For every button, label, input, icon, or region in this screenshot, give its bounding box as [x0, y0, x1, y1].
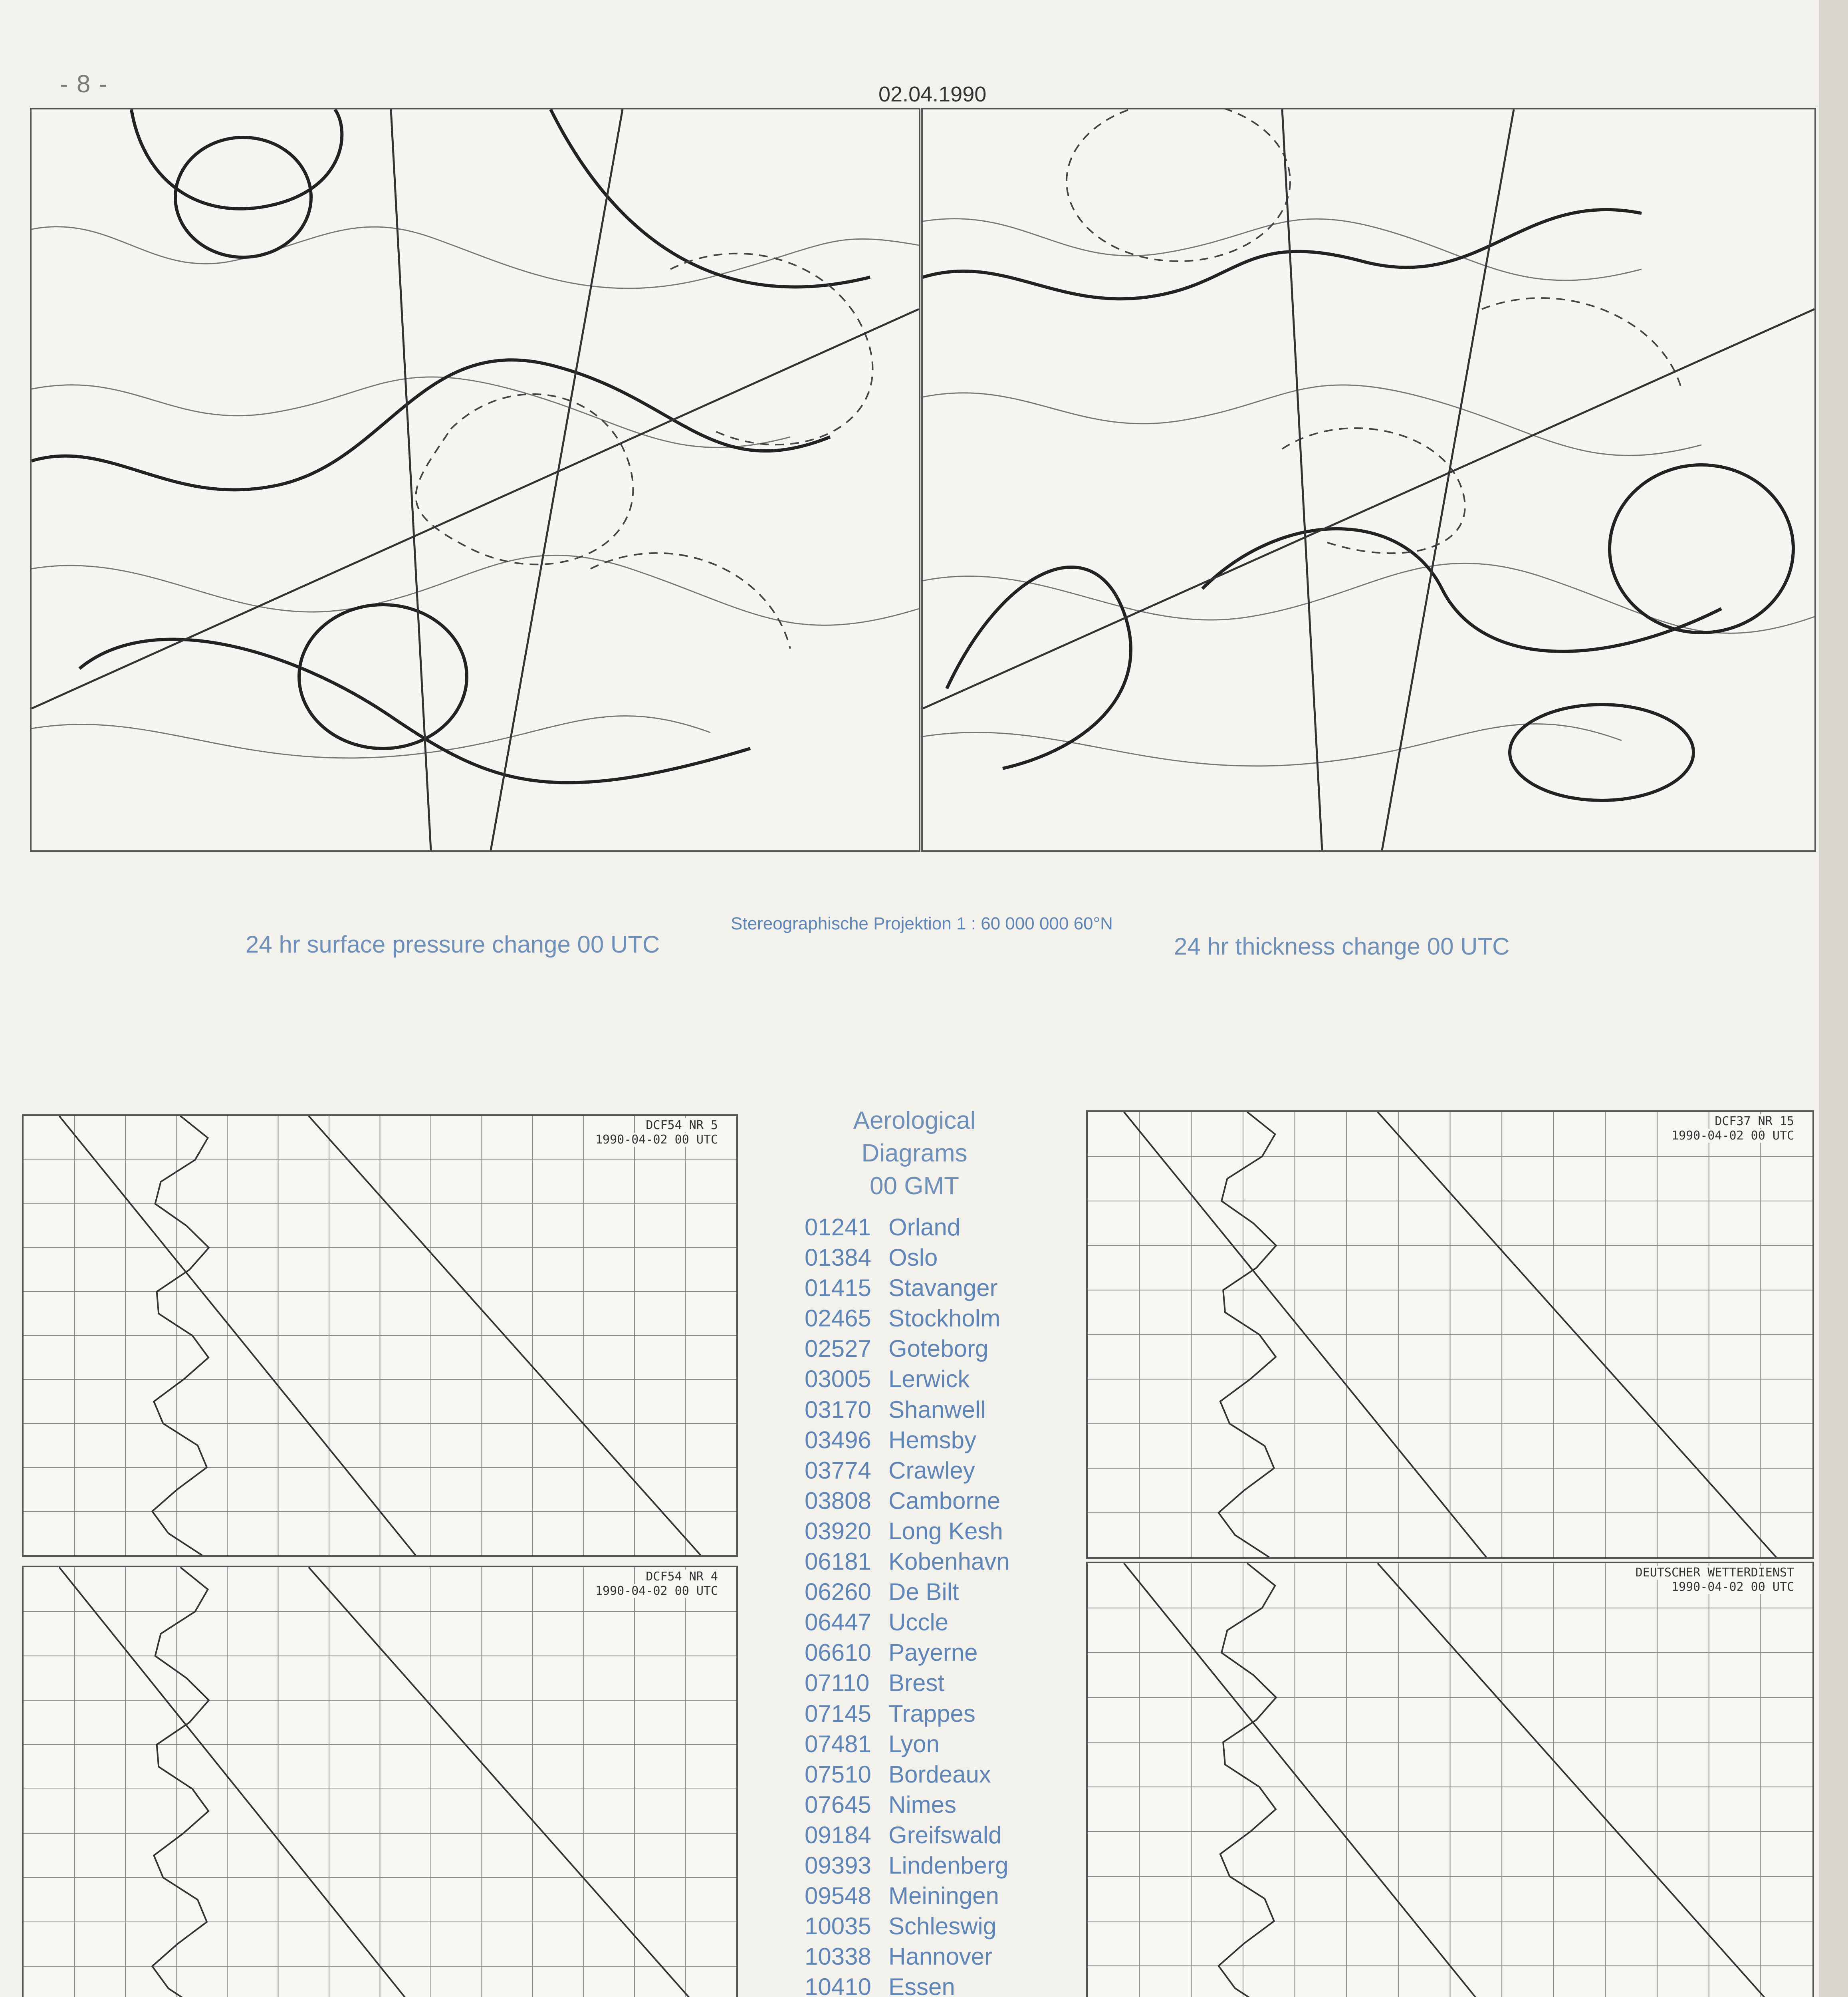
- diagram-date: 1990-04-02 00 UTC: [593, 1133, 720, 1147]
- station-name: Stockholm: [888, 1305, 1001, 1332]
- station-row: [805, 1790, 1092, 1820]
- station-row: [805, 1577, 1092, 1607]
- aerological-title: Aerological: [853, 1107, 976, 1134]
- station-name: Hemsby: [888, 1426, 977, 1453]
- diagram-grid: [1088, 1563, 1812, 1997]
- station-name: Oslo: [888, 1244, 938, 1271]
- station-name: Stavanger: [888, 1274, 998, 1302]
- diagram-date: 1990-04-02 00 UTC: [1669, 1580, 1796, 1594]
- station-list: [805, 1212, 1092, 1997]
- station-row: [805, 1699, 1092, 1729]
- station-name: Goteborg: [888, 1335, 989, 1362]
- station-code: 10410: [805, 1973, 871, 1997]
- station-row: [805, 1820, 1092, 1850]
- station-name: Lindenberg: [888, 1852, 1009, 1879]
- surface-pressure-caption: 24 hr surface pressure change 00 UTC: [246, 931, 660, 958]
- station-name: Essen: [888, 1973, 955, 1997]
- station-row: [805, 1395, 1092, 1425]
- thickness-caption: 24 hr thickness change 00 UTC: [1174, 933, 1510, 960]
- time-title: 00 GMT: [870, 1172, 959, 1200]
- station-code: 06181: [805, 1548, 871, 1575]
- station-name: Lyon: [888, 1730, 940, 1757]
- diagram-date: 1990-04-02 00 UTC: [593, 1584, 720, 1598]
- station-name: Orland: [888, 1214, 961, 1241]
- station-name: Meiningen: [888, 1882, 999, 1910]
- station-name: Shanwell: [888, 1396, 986, 1423]
- page-date: 02.04.1990: [878, 82, 987, 106]
- diagram-date: 1990-04-02 00 UTC: [1669, 1129, 1796, 1143]
- station-code: 09548: [805, 1882, 871, 1910]
- page-number: - 8 -: [60, 70, 108, 98]
- station-code: 06610: [805, 1639, 871, 1666]
- diagram-chart-number: DCF54 NR 5: [643, 1118, 720, 1132]
- station-code: 01241: [805, 1214, 871, 1241]
- station-name: Kobenhavn: [888, 1548, 1010, 1575]
- station-row: [805, 1881, 1092, 1911]
- station-name: Hannover: [888, 1943, 993, 1970]
- station-code: 01384: [805, 1244, 871, 1271]
- station-code: 10338: [805, 1943, 871, 1970]
- station-name: De Bilt: [888, 1578, 959, 1606]
- station-code: 07481: [805, 1730, 871, 1757]
- station-name: Lerwick: [888, 1366, 970, 1393]
- station-row: [805, 1334, 1092, 1364]
- station-name: Brest: [888, 1669, 945, 1697]
- station-name: Payerne: [888, 1639, 978, 1666]
- station-row: [805, 1273, 1092, 1303]
- station-row: [805, 1638, 1092, 1668]
- station-row: [805, 1486, 1092, 1516]
- station-row: [805, 1911, 1092, 1941]
- station-row: [805, 1546, 1092, 1577]
- station-code: 02465: [805, 1305, 871, 1332]
- diagram-grid: [1088, 1112, 1812, 1557]
- station-row: [805, 1972, 1092, 1997]
- station-name: Nimes: [888, 1791, 957, 1818]
- thickness-change-map: [921, 108, 1816, 852]
- station-code: 07145: [805, 1700, 871, 1727]
- station-row: [805, 1425, 1092, 1455]
- diagram-chart-number: DCF54 NR 4: [643, 1570, 720, 1584]
- station-name: Uccle: [888, 1609, 949, 1636]
- diagram-chart-number: DEUTSCHER WETTERDIENST: [1633, 1566, 1796, 1580]
- station-code: 07110: [805, 1669, 870, 1697]
- station-code: 06260: [805, 1578, 871, 1606]
- station-code: 03496: [805, 1426, 871, 1453]
- aerological-heading: [783, 1104, 1046, 1203]
- aerological-diagram-mid-left: [22, 1566, 738, 1997]
- station-code: 09393: [805, 1852, 871, 1879]
- station-name: Crawley: [888, 1457, 975, 1484]
- station-name: Greifswald: [888, 1821, 1002, 1848]
- diagram-chart-number: DCF37 NR 15: [1712, 1114, 1796, 1128]
- station-row: [805, 1303, 1092, 1334]
- station-name: Camborne: [888, 1487, 1001, 1514]
- projection-label: Stereographische Projektion 1 : 60 000 000 60°N: [731, 914, 1113, 933]
- station-name: Schleswig: [888, 1913, 997, 1940]
- diagrams-title: Diagrams: [861, 1139, 968, 1167]
- station-row: [805, 1668, 1092, 1698]
- station-code: 02527: [805, 1335, 871, 1362]
- station-code: 07510: [805, 1761, 871, 1788]
- aerological-diagram-mid-right: [1086, 1562, 1814, 1997]
- station-code: 06447: [805, 1609, 871, 1636]
- aerological-diagram-top-left: [22, 1114, 738, 1557]
- diagram-grid: [24, 1567, 736, 1997]
- station-name: Bordeaux: [888, 1761, 991, 1788]
- station-row: [805, 1243, 1092, 1273]
- aerological-diagram-top-right: [1086, 1110, 1814, 1559]
- station-row: [805, 1850, 1092, 1881]
- station-code: 03920: [805, 1517, 871, 1544]
- station-row: [805, 1759, 1092, 1790]
- station-code: 07645: [805, 1791, 871, 1818]
- station-row: [805, 1212, 1092, 1243]
- diagram-grid: [24, 1116, 736, 1555]
- station-code: 01415: [805, 1274, 871, 1302]
- station-row: [805, 1455, 1092, 1486]
- station-code: 09184: [805, 1821, 871, 1848]
- station-row: [805, 1364, 1092, 1394]
- station-name: Trappes: [888, 1700, 976, 1727]
- station-row: [805, 1516, 1092, 1546]
- station-name: Long Kesh: [888, 1517, 1003, 1544]
- station-row: [805, 1607, 1092, 1638]
- station-code: 10035: [805, 1913, 871, 1940]
- station-code: 03774: [805, 1457, 871, 1484]
- surface-pressure-change-map: [30, 108, 920, 852]
- station-code: 03808: [805, 1487, 871, 1514]
- station-row: [805, 1941, 1092, 1972]
- station-code: 03170: [805, 1396, 871, 1423]
- page-edge: [1819, 0, 1848, 1997]
- station-row: [805, 1729, 1092, 1759]
- station-code: 03005: [805, 1366, 871, 1393]
